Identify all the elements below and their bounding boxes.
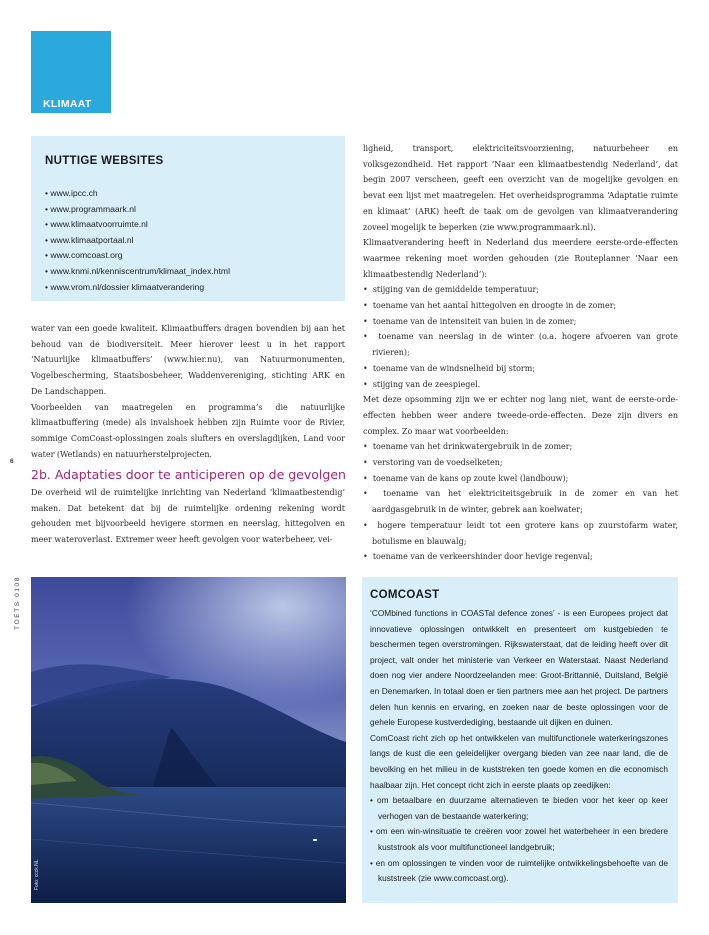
photo-credit: Foto: ccck.NL: [34, 859, 40, 890]
list-item: • toename van het elektriciteitsgebruik in de zomer en van het aardgasgebruik in de winter, gebrek aan koelwater;: [363, 486, 678, 517]
left-column-bottom: [31, 485, 345, 548]
website-link[interactable]: • www.klimaatvoorruimte.nl: [45, 217, 230, 233]
list-item: • hogere temperatuur leidt tot een grotere kans op zuurstofarm water, botulisme en blauwalg;: [363, 518, 678, 549]
list-item: • stijging van de zeespiegel.: [363, 377, 678, 393]
first-order-effects-list: [363, 282, 678, 392]
page-number: 6: [10, 458, 14, 465]
section-tag-label: KLIMAAT: [43, 98, 92, 110]
left-column-top: [31, 321, 345, 462]
list-item: • toename van de windsnelheid bij storm;: [363, 361, 678, 377]
comcoast-title: COMCOAST: [370, 589, 440, 601]
websites-list: [45, 186, 230, 295]
list-item: • om een win-winsituatie te creëren voor zowel het waterbeheer in een bredere kuststrook als voor multifunctioneel landgebruik;: [370, 824, 668, 855]
list-item: • toename van neerslag in de winter (o.a. hogere afvoeren van grote rivieren);: [363, 329, 678, 360]
list-item: • toename van de kans op zoute kwel (landbouw);: [363, 471, 678, 487]
websites-title: NUTTIGE WEBSITES: [45, 155, 164, 167]
list-item: • en om oplossingen te vinden voor de ruimtelijke ontwikkelingsbehoefte van de kuststreek (zie www.comcoast.org).: [370, 856, 668, 887]
website-link[interactable]: • www.klimaatportaal.nl: [45, 233, 230, 249]
body-paragraph: Voorbeelden van maatregelen en programma’s die natuurlijke klimaatbuffering (mede) als invalshoek hebben zijn Ruimte voor de Rivier, sommige ComCoast-oplossingen zoals slufters en overslagdijken, Land voor water (Wetlands) en natuurherstelprojecten.: [31, 402, 345, 459]
body-paragraph: ligheid, transport, elektriciteitsvoorziening, natuurbeheer en volksgezondheid. Het rapport ‘Naar een klimaatbestendig Nederland’, dat begin 2007 verscheen, geeft een overzicht van de mogelijke gevolgen en bevat een lijst met maatregelen. Het overheidsprogramma ‘Adaptatie ruimte en klimaat’ (ARK) heeft de taak om de gevolgen van klimaatverandering zoveel mogelijk te beperken (zie www.programmaark.nl).: [363, 144, 678, 232]
list-item: • toename van het drinkwatergebruik in de zomer;: [363, 439, 678, 455]
comcoast-text: [370, 606, 668, 887]
magazine-label: TOETS 0108: [14, 576, 21, 630]
website-link[interactable]: • www.vrom.nl/dossier klimaatverandering: [45, 280, 230, 296]
comcoast-list: [370, 793, 668, 887]
list-item: • toename van het aantal hittegolven en droogte in de zomer;: [363, 298, 678, 314]
body-paragraph: water van een goede kwaliteit. Klimaatbuffers dragen bovendien bij aan het behoud van de biodiversiteit. Meer hierover leest u in het rapport ‘Natuurlijke klimaatbuffers’ (www.hier.nu), van Natuurmonumenten, Vogelbescherming, Staatsbosbeheer, Waddenvereniging, stichting ARK en De Landschappen.: [31, 324, 345, 396]
body-paragraph: ‘COMbined functions in COASTal defence zones’ - is een Europees project dat innovatieve oplossingen ontwikkelt en presenteert om kustgebieden te beschermen tegen overstromingen. Rijkswaterstaat, dat de leiding heeft over dit project, valt onder het ministerie van Verkeer en Waterstaat. Naast Nederland doen nog vier andere Noordzeelanden mee: Groot-Brittannië, Duitsland, België en Denemarken. In totaal doen er tien partners mee aan het project. De partners delen hun kennis en ervaring, en zoeken naar de beste oplossingen voor de gehele Europese kustverdediging, bestaande uit dijken en duinen.: [370, 608, 668, 728]
comcoast-box: [362, 577, 678, 903]
second-order-effects-list: [363, 439, 678, 565]
website-link[interactable]: • www.comcoast.org: [45, 248, 230, 264]
list-item: • toename van de intensiteit van buien in de zomer;: [363, 314, 678, 330]
website-link[interactable]: • www.knmi.nl/kenniscentrum/klimaat_index.html: [45, 264, 230, 280]
list-item: • verstoring van de voedselketen;: [363, 455, 678, 471]
body-paragraph: De overheid wil de ruimtelijke inrichting van Nederland ‘klimaatbestendig’ maken. Dat betekent dat bij de ruimtelijke ordening rekening wordt gehouden met bijvoorbeeld hevigere stormen en neerslag, hittegolven en meer wateroverlast. Extremer weer heeft gevolgen voor waterbeheer, vei-: [31, 488, 345, 545]
list-item: • toename van de verkeershinder door hevige regenval;: [363, 549, 678, 565]
section-tag: [31, 31, 111, 113]
storm-coast-photo: [31, 577, 346, 903]
right-column: [363, 141, 678, 565]
body-paragraph: ComCoast richt zich op het ontwikkelen van multifunctionele waterkeringszones langs de kust die een geleidelijker overgang bieden van zee naar land, die de bevolking en het milieu in de kuststreken ten goede komen en die economisch haalbaar zijn. Het concept richt zich in eerste plaats op zeedijken:: [370, 732, 668, 790]
websites-box: [31, 136, 345, 301]
body-paragraph: Met deze opsomming zijn we er echter nog lang niet, want de eerste-orde-effecten hebben weer andere tweede-orde-effecten. Deze zijn divers en complex. Zo maar wat voorbeelden:: [363, 395, 678, 436]
body-paragraph: Klimaatverandering heeft in Nederland dus meerdere eerste-orde-effecten waarmee rekening moet worden gehouden (zie Routeplanner ‘Naar een klimaatbestendig Nederland’):: [363, 238, 678, 279]
list-item: • om betaalbare en duurzame alternatieven te bieden voor het keer op keer verhogen van de bestaande waterkering;: [370, 793, 668, 824]
list-item: • stijging van de gemiddelde temperatuur;: [363, 282, 678, 298]
website-link[interactable]: • www.ipcc.ch: [45, 186, 230, 202]
website-link[interactable]: • www.programmaark.nl: [45, 202, 230, 218]
section-subheading: 2b. Adaptaties door te anticiperen op de gevolgen: [31, 467, 346, 482]
